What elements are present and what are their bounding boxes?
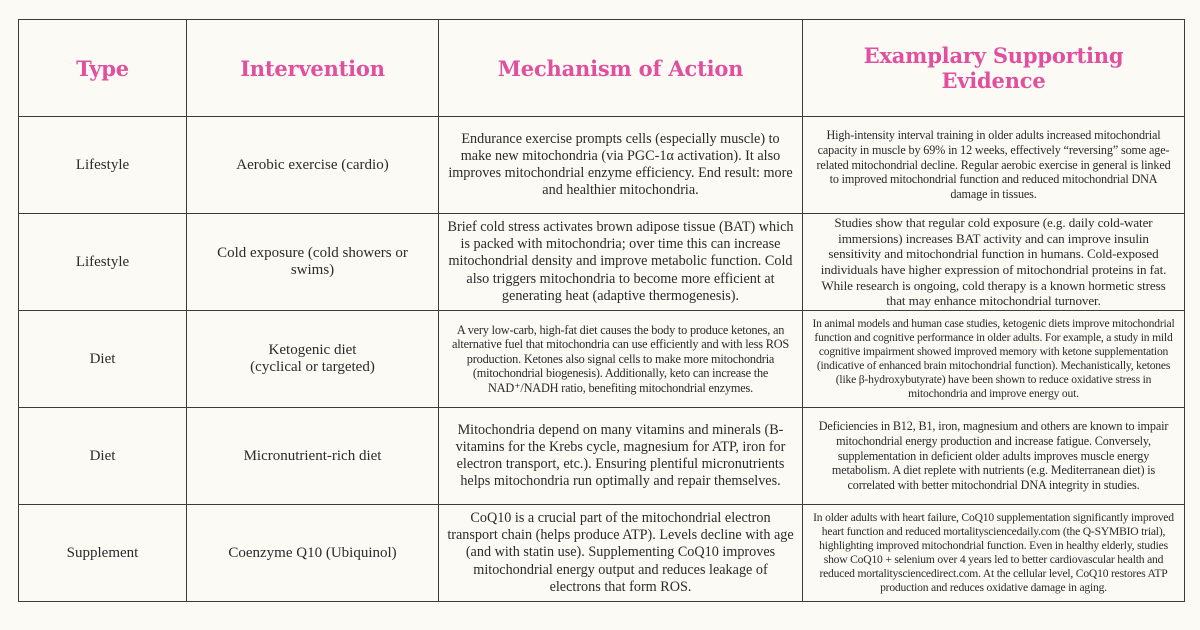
header-type: Type (19, 20, 187, 117)
cell-evidence: In older adults with heart failure, CoQ10 supplementation significantly improved heart function and reduced mortalitysciencedaily.com (the Q-SYMBIO trial), highlighting improved mitochondrial function. Even in healthy elderly, studies show CoQ10 + selenium over 4 years led to better cardiovascular health and reduced mortalitysciencedirect.com. At the cellular level, CoQ10 restores ATP production and reduces oxidative damage in aging. (803, 505, 1185, 602)
cell-type: Diet (19, 311, 187, 408)
cell-evidence: Deficiencies in B12, B1, iron, magnesium and others are known to impair mitochondrial energy production and increase fatigue. Conversely, supplementation in deficient older adults improves muscle energy metabolism. A diet replete with nutrients (e.g. Mediterranean diet) is correlated with better mitochondrial DNA integrity in studies. (803, 408, 1185, 505)
table-row (19, 408, 1185, 505)
cell-mechanism: CoQ10 is a crucial part of the mitochondrial electron transport chain (helps produce ATP). Levels decline with age (and with statin use). Supplementing CoQ10 improves mitochondrial energy output and reduces leakage of electrons that form ROS. (439, 505, 803, 602)
header-mechanism: Mechanism of Action (439, 20, 803, 117)
cell-type: Lifestyle (19, 117, 187, 214)
cell-intervention: Micronutrient-rich diet (187, 408, 439, 505)
cell-intervention: Coenzyme Q10 (Ubiquinol) (187, 505, 439, 602)
header-evidence: Examplary Supporting Evidence (803, 20, 1185, 117)
cell-mechanism: Endurance exercise prompts cells (especially muscle) to make new mitochondria (via PGC-1α activation). It also improves mitochondrial enzyme efficiency. End result: more and healthier mitochondria. (439, 117, 803, 214)
cell-type: Diet (19, 408, 187, 505)
cell-evidence: In animal models and human case studies, ketogenic diets improve mitochondrial function and cognitive performance in older adults. For example, a study in mild cognitive impairment showed improved memory with ketone supplementation (indicative of enhanced brain mitochondrial function). Mechanistically, ketones (like β-hydroxybutyrate) have been shown to reduce oxidative stress in mitochondria and improve energy out. (803, 311, 1185, 408)
cell-type: Supplement (19, 505, 187, 602)
cell-intervention: Aerobic exercise (cardio) (187, 117, 439, 214)
header-intervention: Intervention (187, 20, 439, 117)
interventions-table-container (18, 19, 1184, 601)
table-row (19, 214, 1185, 311)
cell-intervention: Cold exposure (cold showers or swims) (187, 214, 439, 311)
mitochondria-interventions-table (18, 19, 1185, 602)
table-row (19, 117, 1185, 214)
cell-mechanism: Mitochondria depend on many vitamins and minerals (B-vitamins for the Krebs cycle, magnesium for ATP, iron for electron transport, etc.). Ensuring plentiful micronutrients helps mitochondria run optimally and repair themselves. (439, 408, 803, 505)
cell-evidence: High-intensity interval training in older adults increased mitochondrial capacity in muscle by 69% in 12 weeks, effectively “reversing” some age-related mitochondrial decline. Regular aerobic exercise in general is linked to improved mitochondrial function and reduced mitochondrial DNA damage in tissues. (803, 117, 1185, 214)
cell-type: Lifestyle (19, 214, 187, 311)
table-row (19, 311, 1185, 408)
header-row (19, 20, 1185, 117)
cell-intervention: Ketogenic diet (cyclical or targeted) (187, 311, 439, 408)
cell-mechanism: Brief cold stress activates brown adipose tissue (BAT) which is packed with mitochondria; over time this can increase mitochondrial density and improve metabolic function. Cold also triggers mitochondria to become more efficient at generating heat (adaptive thermogenesis). (439, 214, 803, 311)
cell-evidence: Studies show that regular cold exposure (e.g. daily cold-water immersions) increases BAT activity and can improve insulin sensitivity and mitochondrial function in humans. Cold-exposed individuals have higher expression of mitochondrial proteins in fat. While research is ongoing, cold therapy is a known hormetic stress that may enhance mitochondrial turnover. (803, 214, 1185, 311)
cell-mechanism: A very low-carb, high-fat diet causes the body to produce ketones, an alternative fuel that mitochondria can use efficiently and with less ROS production. Ketones also signal cells to make more mitochondria (mitochondrial biogenesis). Additionally, keto can increase the NAD⁺/NADH ratio, benefiting mitochondrial enzymes. (439, 311, 803, 408)
table-row (19, 505, 1185, 602)
